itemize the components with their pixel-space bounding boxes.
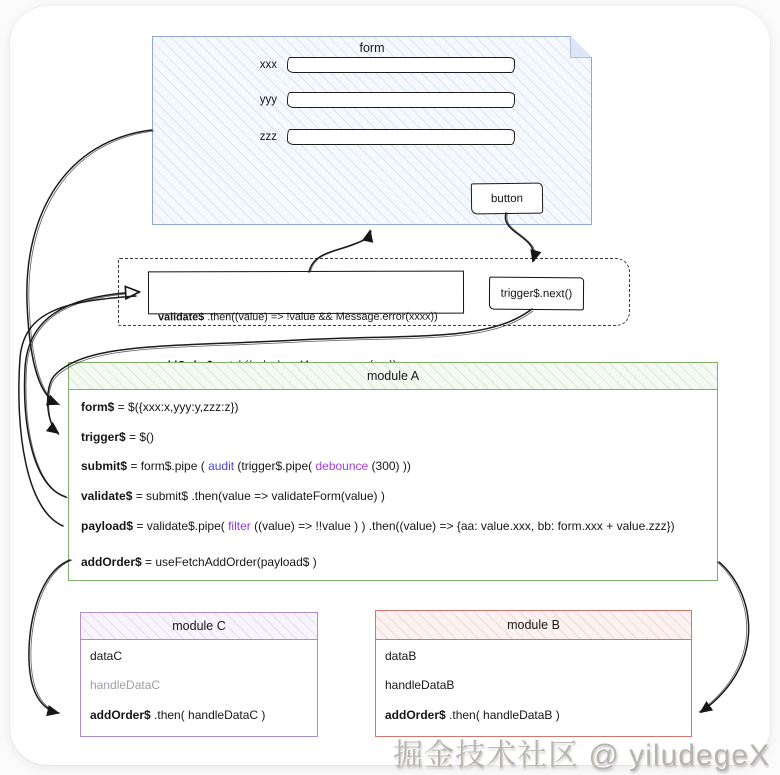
code-line-validate-stream: validate$ = submit$ .then(value => validateForm(value) ) (81, 489, 385, 503)
module-a-title: module A (69, 363, 717, 390)
form-row (243, 57, 515, 73)
field-label-zzz: zzz (259, 131, 277, 143)
code-line-datac: dataC (90, 649, 123, 663)
code-line-datab: dataB (385, 649, 417, 663)
code-line-submit-stream: submit$ = form$.pipe ( audit (trigger$.pipe( debounce (300) )) (81, 459, 411, 473)
form-input-yyy[interactable] (287, 92, 515, 108)
module-c-title: module C (81, 613, 317, 640)
module-c (80, 612, 318, 737)
code-line-trigger-stream: trigger$ = $() (81, 430, 155, 444)
submit-button[interactable]: button (471, 183, 543, 215)
form-panel (152, 36, 592, 225)
code-line-addorder-stream: addOrder$ = useFetchAddOrder(payload$ ) (81, 555, 317, 569)
trigger-next-box: trigger$.next() (489, 277, 584, 311)
form-row (243, 92, 515, 108)
feedback-code-box (148, 271, 464, 324)
module-b-title: module B (376, 611, 691, 640)
code-line-addorder-then-c: addOrder$ .then( handleDataC ) (90, 708, 266, 722)
code-line-addorder-then-b: addOrder$ .then( handleDataB ) (385, 708, 560, 722)
module-a (68, 362, 718, 581)
watermark: 掘金技术社区 @ yiludegeX (393, 739, 770, 772)
form-row (243, 129, 515, 145)
form-title: form (359, 41, 385, 55)
form-input-zzz[interactable] (287, 129, 515, 145)
code-line-payload-stream: payload$ = validate$.pipe( filter ((value) => !!value ) ) .then((value) => {aa: value.xxx, bb: form.xxx + value.zzz}) (81, 519, 675, 533)
code-line-handledatac: handleDataC (90, 678, 161, 692)
module-b (375, 610, 692, 737)
field-label-xxx: xxx (259, 59, 277, 71)
form-input-xxx[interactable] (287, 57, 515, 73)
code-line-handledatab: handleDataB (385, 678, 455, 692)
feedback-line: validate$ .then((value) => !value && Message.error(xxxx)) (158, 310, 438, 324)
field-label-yyy: yyy (259, 94, 277, 106)
code-line-form-stream: form$ = $({xxx:x,yyy:y,zzz:z}) (81, 400, 239, 414)
